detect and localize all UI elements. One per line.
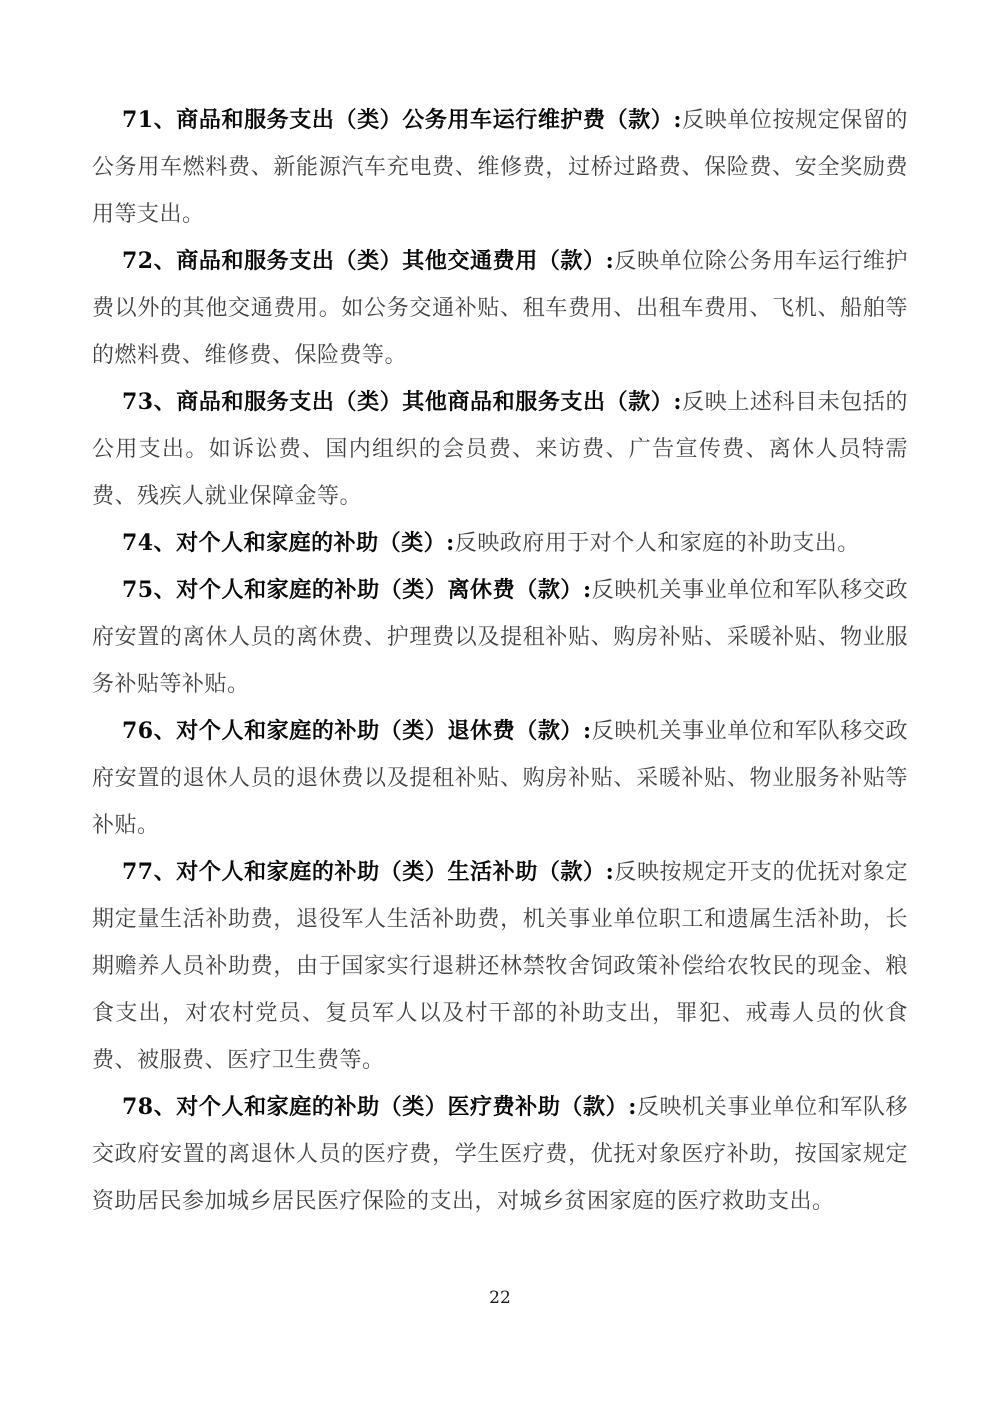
item-76-body: 反映机关事业单位和军队移交政府安置的退休人员的退休费以及提租补贴、购房补贴、采暖补贴、物业服务补贴等补贴。: [92, 719, 908, 838]
catalog-item-72: [92, 238, 908, 379]
item-73-heading: 73、商品和服务支出（类）其他商品和服务支出（款）:: [122, 389, 683, 415]
item-77-heading: 77、对个人和家庭的补助（类）生活补助（款）:: [122, 859, 615, 885]
item-78-body: 反映机关事业单位和军队移交政府安置的离退休人员的医疗费，学生医疗费，优抚对象医疗补助，按国家规定资助居民参加城乡居民医疗保险的支出，对城乡贫困家庭的医疗救助支出。: [92, 1095, 908, 1214]
item-74-body: 反映政府用于对个人和家庭的补助支出。: [454, 531, 860, 556]
page-number: 22: [489, 1288, 511, 1308]
catalog-item-76: [92, 708, 908, 849]
catalog-item-78: [92, 1084, 908, 1225]
catalog-item-75: [92, 567, 908, 708]
catalog-item-73: [92, 379, 908, 520]
item-71-body: 反映单位按规定保留的公务用车燃料费、新能源汽车充电费、维修费，过桥过路费、保险费、安全奖励费用等支出。: [92, 108, 908, 227]
document-content: [92, 97, 908, 1225]
catalog-item-74: [92, 520, 908, 567]
item-71-heading: 71、商品和服务支出（类）公务用车运行维护费（款）:: [122, 107, 683, 133]
catalog-item-71: [92, 97, 908, 238]
item-75-body: 反映机关事业单位和军队移交政府安置的离休人员的离休费、护理费以及提租补贴、购房补贴、采暖补贴、物业服务补贴等补贴。: [92, 578, 908, 697]
page-footer: [0, 1288, 1000, 1308]
item-76-heading: 76、对个人和家庭的补助（类）退休费（款）:: [122, 718, 592, 744]
item-77-body: 反映按规定开支的优抚对象定期定量生活补助费，退役军人生活补助费，机关事业单位职工和遗属生活补助，长期赡养人员补助费，由于国家实行退耕还林禁牧舍饲政策补偿给农牧民的现金、粮食支出，对农村党员、复员军人以及村干部的补助支出，罪犯、戒毒人员的伙食费、被服费、医疗卫生费等。: [92, 860, 908, 1073]
catalog-item-77: [92, 849, 908, 1084]
item-72-heading: 72、商品和服务支出（类）其他交通费用（款）:: [122, 248, 615, 274]
item-78-heading: 78、对个人和家庭的补助（类）医疗费补助（款）:: [122, 1094, 637, 1120]
item-75-heading: 75、对个人和家庭的补助（类）离休费（款）:: [122, 577, 592, 603]
item-72-body: 反映单位除公务用车运行维护费以外的其他交通费用。如公务交通补贴、租车费用、出租车费用、飞机、船舶等的燃料费、维修费、保险费等。: [92, 249, 908, 368]
item-73-body: 反映上述科目未包括的公用支出。如诉讼费、国内组织的会员费、来访费、广告宣传费、离休人员特需费、残疾人就业保障金等。: [92, 390, 908, 509]
item-74-heading: 74、对个人和家庭的补助（类）:: [122, 530, 455, 556]
